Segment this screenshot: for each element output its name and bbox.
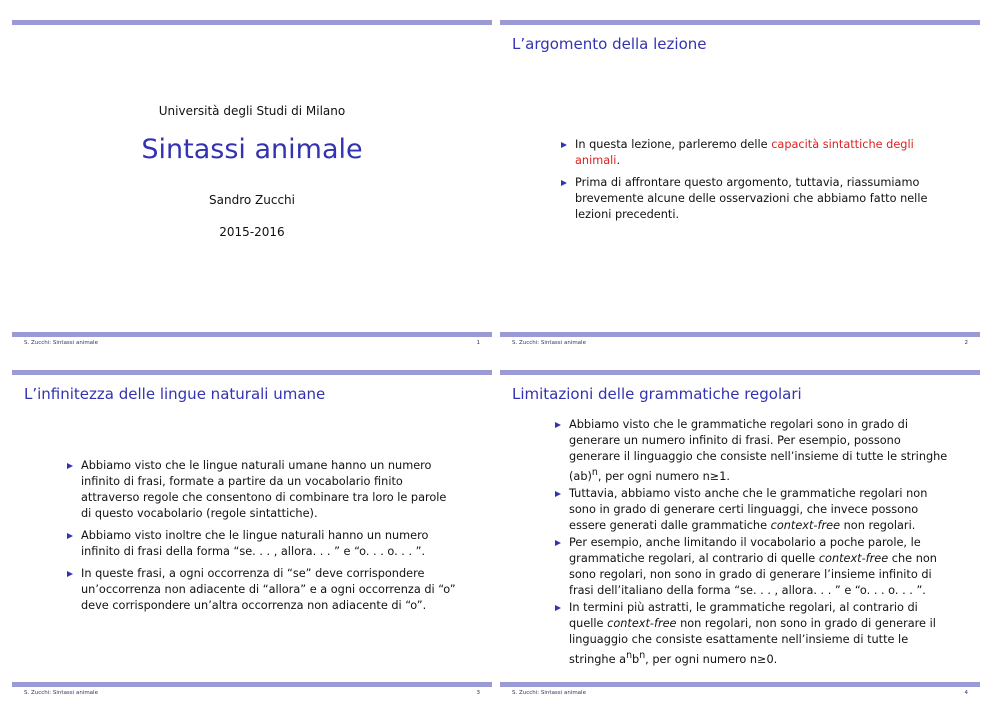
- list-item: Prima di affrontare questo argomento, tuttavia, riassumiamo brevemente alcune delle osservazioni che abbiamo fatto nelle lezioni precedenti.: [560, 175, 940, 223]
- slide-4: [500, 360, 980, 705]
- slide-1: [12, 10, 492, 355]
- slide-3: [12, 360, 492, 705]
- list-item: Per esempio, anche limitando il vocabolario a poche parole, le grammatiche regolari, al contrario di quelle context-free che non sono regolari, non sono in grado di generare l’insieme infinito di frasi dell’italiano della forma “se. . . , allora. . . ” e “o. . . o. . . ”.: [554, 535, 949, 599]
- highlight-text: capacità sintattiche degli animali: [575, 138, 914, 167]
- footer-label: S. Zucchi: Sintassi animale: [512, 690, 586, 696]
- list-item: In termini più astratti, le grammatiche regolari, al contrario di quelle context-free non regolari, non sono in grado di generare il linguaggio che consiste esattamente nell’insieme di tutte le stringhe $a^nb^n$, per ogni numero n≥0.: [554, 600, 949, 668]
- page-number: 3: [476, 690, 480, 696]
- slide-title: L’infinitezza delle lingue naturali umane: [24, 385, 326, 403]
- bullet-list: [554, 417, 949, 669]
- bullet-triangle-icon: [555, 605, 561, 611]
- footer-label: S. Zucchi: Sintassi animale: [24, 340, 98, 346]
- institution: Università degli Studi di Milano: [158, 104, 346, 118]
- bullet-triangle-icon: [561, 180, 567, 186]
- date: 2015-2016: [219, 225, 285, 239]
- list-item: Abbiamo visto inoltre che le lingue naturali hanno un numero infinito di frasi della forma “se. . . , allora. . . ” e “o. . . o. . . ”.: [66, 528, 456, 560]
- bullet-list: [560, 137, 940, 229]
- bullet-list: [66, 458, 456, 620]
- footer-bar: [12, 682, 492, 687]
- list-item: Tuttavia, abbiamo visto anche che le grammatiche regolari non sono in grado di generare certi linguaggi, che invece possono essere generati dalle grammatiche context-free non regolari.: [554, 486, 949, 534]
- bullet-triangle-icon: [555, 491, 561, 497]
- footer-bar: [12, 332, 492, 337]
- list-item: Abbiamo visto che le grammatiche regolari sono in grado di generare un numero infinito di frasi. Per esempio, possono generare il linguaggio che consiste nell’insieme di tutte le stringhe (ab)$^n$, per ogni numero n≥1.: [554, 417, 949, 485]
- bullet-triangle-icon: [555, 540, 561, 546]
- header-bar: [12, 370, 492, 375]
- header-bar: [12, 20, 492, 25]
- bullet-triangle-icon: [67, 571, 73, 577]
- header-bar: [500, 20, 980, 25]
- footer-label: S. Zucchi: Sintassi animale: [24, 690, 98, 696]
- footer-bar: [500, 332, 980, 337]
- bullet-triangle-icon: [561, 142, 567, 148]
- page-number: 1: [476, 340, 480, 346]
- list-item: Abbiamo visto che le lingue naturali umane hanno un numero infinito di frasi, formate a partire da un vocabolario finito attraverso regole che consentono di combinare tra loro le parole di questo vocabolario (regole sintattiche).: [66, 458, 456, 522]
- slide-2: [500, 10, 980, 355]
- slide-title: L’argomento della lezione: [512, 35, 707, 53]
- footer-bar: [500, 682, 980, 687]
- bullet-triangle-icon: [67, 533, 73, 539]
- footer-label: S. Zucchi: Sintassi animale: [512, 340, 586, 346]
- header-bar: [500, 370, 980, 375]
- slide-title: Limitazioni delle grammatiche regolari: [512, 385, 802, 403]
- author: Sandro Zucchi: [209, 193, 295, 207]
- page-number: 2: [964, 340, 968, 346]
- presentation-title: Sintassi animale: [141, 134, 363, 165]
- list-item: In questa lezione, parleremo delle capacità sintattiche degli animali.: [560, 137, 940, 169]
- bullet-triangle-icon: [555, 422, 561, 428]
- page-number: 4: [964, 690, 968, 696]
- list-item: In queste frasi, a ogni occorrenza di “se” deve corrispondere un’occorrenza non adiacente di “allora” e a ogni occorrenza di “o” deve corrispondere un’altra occorrenza non adiacente di “o”.: [66, 566, 456, 614]
- bullet-triangle-icon: [67, 463, 73, 469]
